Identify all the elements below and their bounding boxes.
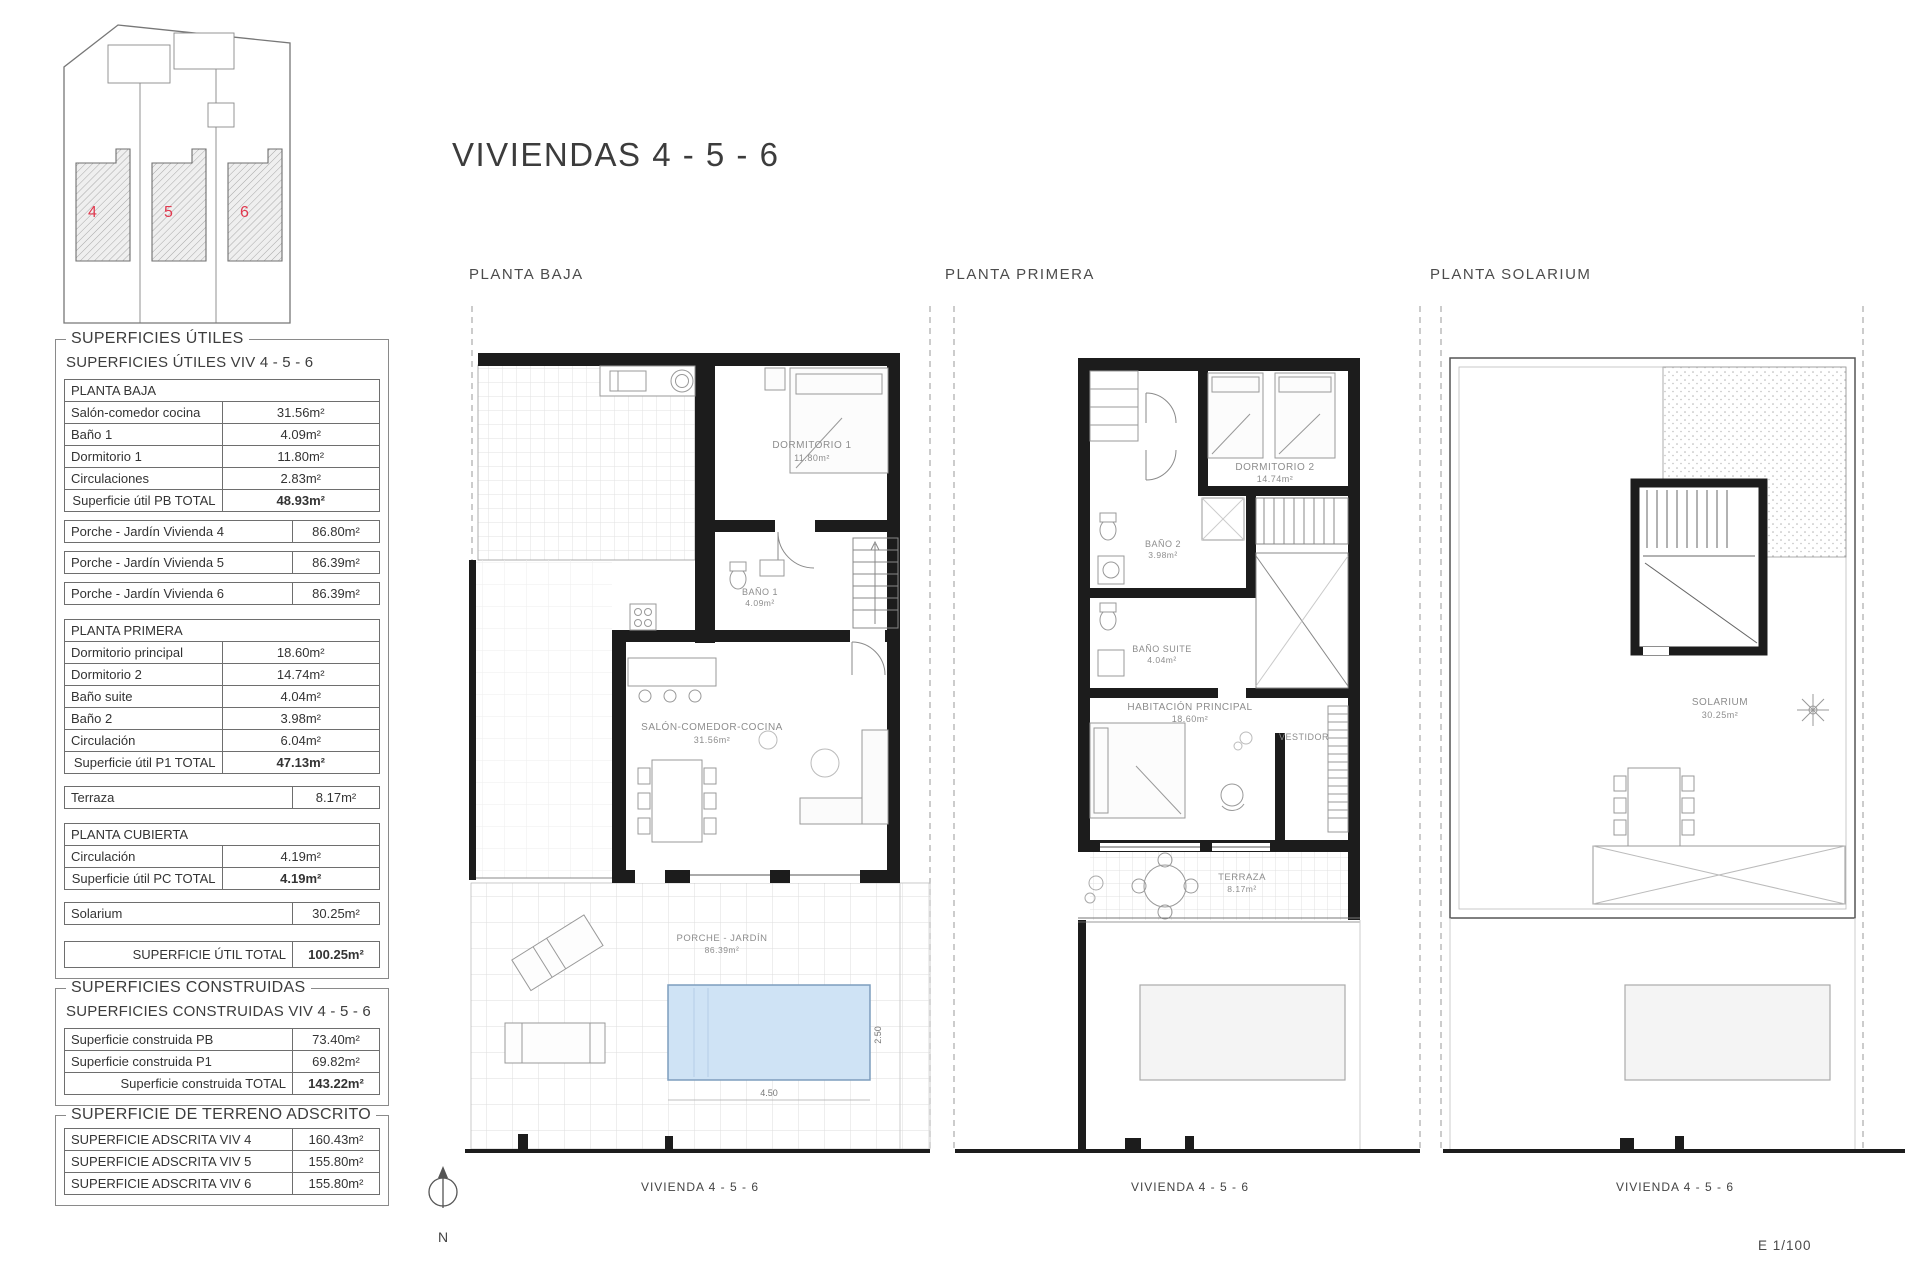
row-label: Porche - Jardín Vivienda 5 bbox=[65, 552, 293, 574]
row-value: 86.39m² bbox=[293, 552, 380, 574]
row-value: 14.74m² bbox=[222, 664, 380, 686]
table-row bbox=[65, 752, 380, 774]
row-value: 73.40m² bbox=[293, 1029, 380, 1051]
row-value: 3.98m² bbox=[222, 708, 380, 730]
table-row bbox=[65, 1051, 380, 1073]
room-label: PORCHE - JARDÍN bbox=[676, 933, 768, 944]
row-label: Circulaciones bbox=[65, 468, 223, 490]
row-value: 11.80m² bbox=[222, 446, 380, 468]
total-label: Superficie útil PB TOTAL bbox=[65, 490, 223, 512]
master-bed bbox=[1090, 723, 1252, 818]
stair-core bbox=[1635, 483, 1763, 655]
row-label: Baño 1 bbox=[65, 424, 223, 446]
section-superficies-utiles bbox=[55, 330, 389, 979]
room-area: 4.04m² bbox=[1147, 655, 1177, 665]
room-area: 14.74m² bbox=[1256, 474, 1294, 484]
total-label: Superficie construida TOTAL bbox=[65, 1073, 293, 1095]
floor-plan-planta-primera bbox=[950, 298, 1430, 1178]
scale-note: E 1/100 bbox=[1758, 1238, 1812, 1253]
row-label: Superficie construida P1 bbox=[65, 1051, 293, 1073]
closet bbox=[1090, 371, 1138, 441]
plan-footer-solarium: VIVIENDA 4 - 5 - 6 bbox=[1615, 1180, 1735, 1194]
row-value: 18.60m² bbox=[222, 642, 380, 664]
room-label: BAÑO SUITE bbox=[1132, 644, 1192, 654]
room-area: 31.56m² bbox=[693, 735, 731, 745]
row-label: Porche - Jardín Vivienda 4 bbox=[65, 521, 293, 543]
dining-table bbox=[638, 760, 716, 842]
row-label: SUPERFICIE ADSCRITA VIV 5 bbox=[65, 1151, 293, 1173]
total-label: Superficie útil P1 TOTAL bbox=[65, 752, 223, 774]
section-title: SUPERFICIES ÚTILES bbox=[71, 330, 244, 347]
patio-kitchen bbox=[600, 366, 695, 396]
group-header: PLANTA BAJA bbox=[65, 380, 380, 402]
table-row bbox=[65, 824, 380, 846]
section-subtitle: SUPERFICIES CONSTRUIDAS VIV 4 - 5 - 6 bbox=[66, 1003, 371, 1020]
bathroom-fixtures bbox=[730, 560, 784, 589]
room-label: HABITACIÓN PRINCIPAL bbox=[1127, 702, 1253, 713]
table-row bbox=[65, 642, 380, 664]
row-value: 4.19m² bbox=[222, 846, 380, 868]
row-value: 69.82m² bbox=[293, 1051, 380, 1073]
group-header: PLANTA PRIMERA bbox=[65, 620, 380, 642]
table-row bbox=[65, 664, 380, 686]
room-label: BAÑO 2 bbox=[1144, 539, 1182, 549]
row-label: Dormitorio 1 bbox=[65, 446, 223, 468]
unit-4-footprint bbox=[76, 149, 130, 261]
table-row bbox=[65, 846, 380, 868]
row-value: 4.09m² bbox=[222, 424, 380, 446]
porche-vivienda-6-table bbox=[64, 582, 380, 605]
total-value: 143.22m² bbox=[293, 1073, 380, 1095]
table-row bbox=[65, 708, 380, 730]
row-value: 8.17m² bbox=[293, 787, 380, 809]
group-header: PLANTA CUBIERTA bbox=[65, 824, 380, 846]
stairs bbox=[1256, 498, 1348, 688]
door-swings bbox=[778, 532, 885, 675]
sofa bbox=[759, 730, 888, 824]
row-value: 155.80m² bbox=[293, 1151, 380, 1173]
table-row bbox=[65, 686, 380, 708]
north-label: N bbox=[437, 1229, 449, 1245]
unit-footprints bbox=[76, 149, 282, 261]
table-row bbox=[65, 552, 380, 574]
room-area: 18.60m² bbox=[1171, 714, 1209, 724]
grand-total-value: 100.25m² bbox=[293, 942, 380, 968]
room-area: 30.25m² bbox=[1701, 710, 1739, 720]
porche-vivienda-4-table bbox=[64, 520, 380, 543]
table-row bbox=[65, 868, 380, 890]
ground-line bbox=[955, 1149, 1420, 1153]
row-value: 2.83m² bbox=[222, 468, 380, 490]
planta-primera-table bbox=[64, 619, 380, 774]
table-row bbox=[65, 787, 380, 809]
row-value: 4.04m² bbox=[222, 686, 380, 708]
planta-cubierta-table bbox=[64, 823, 380, 890]
row-value: 155.80m² bbox=[293, 1173, 380, 1195]
wardrobe bbox=[1328, 706, 1348, 832]
plan-title-solarium: PLANTA SOLARIUM bbox=[1430, 266, 1592, 283]
row-label: Porche - Jardín Vivienda 6 bbox=[65, 583, 293, 605]
row-label: SUPERFICIE ADSCRITA VIV 6 bbox=[65, 1173, 293, 1195]
table-row bbox=[65, 1029, 380, 1051]
table-row bbox=[65, 521, 380, 543]
row-label: Circulación bbox=[65, 730, 223, 752]
room-label: VESTIDOR bbox=[1278, 732, 1330, 742]
solarium-table bbox=[64, 902, 380, 925]
room-area: 11.80m² bbox=[794, 453, 830, 463]
north-arrowhead bbox=[438, 1166, 448, 1178]
unit-5-footprint bbox=[152, 149, 206, 261]
porche-vivienda-5-table bbox=[64, 551, 380, 574]
floor-plan-planta-solarium bbox=[1435, 298, 1915, 1178]
table-row bbox=[65, 1073, 380, 1095]
ground-line bbox=[465, 1149, 930, 1153]
solarium-table bbox=[1614, 768, 1694, 846]
section-title: SUPERFICIE DE TERRENO ADSCRITO bbox=[71, 1106, 372, 1123]
row-value: 86.39m² bbox=[293, 583, 380, 605]
table-row bbox=[65, 424, 380, 446]
bathroom-suite-fixtures bbox=[1098, 603, 1124, 676]
row-value: 31.56m² bbox=[222, 402, 380, 424]
plan-footer-baja: VIVIENDA 4 - 5 - 6 bbox=[640, 1180, 760, 1194]
pool-outline bbox=[1625, 985, 1830, 1080]
row-label: Solarium bbox=[65, 903, 293, 925]
plan-title-primera: PLANTA PRIMERA bbox=[945, 266, 1095, 283]
room-area: 8.17m² bbox=[1227, 884, 1257, 894]
table-row bbox=[65, 468, 380, 490]
row-label: SUPERFICIE ADSCRITA VIV 4 bbox=[65, 1129, 293, 1151]
pool-depth-dimension: 2.50 bbox=[873, 1026, 883, 1044]
row-value: 86.80m² bbox=[293, 521, 380, 543]
construidas-table bbox=[64, 1028, 380, 1095]
table-row bbox=[65, 620, 380, 642]
room-area: 4.09m² bbox=[745, 598, 775, 608]
room-area: 86.39m² bbox=[704, 945, 740, 955]
page-title: VIVIENDAS 4 - 5 - 6 bbox=[452, 136, 780, 173]
row-label: Baño suite bbox=[65, 686, 223, 708]
row-value: 30.25m² bbox=[293, 903, 380, 925]
unit-6-footprint bbox=[228, 149, 282, 261]
room-label: DORMITORIO 1 bbox=[772, 440, 852, 451]
door-swings bbox=[1146, 393, 1176, 480]
total-label: Superficie útil PC TOTAL bbox=[65, 868, 223, 890]
surface-tables-column bbox=[55, 330, 389, 1206]
row-label: Terraza bbox=[65, 787, 293, 809]
table-row bbox=[65, 402, 380, 424]
terraza-table bbox=[64, 786, 380, 809]
room-label: DORMITORIO 2 bbox=[1235, 462, 1315, 473]
room-label: SALÓN-COMEDOR-COCINA bbox=[641, 722, 783, 733]
plan-title-baja: PLANTA BAJA bbox=[469, 266, 584, 283]
twin-beds bbox=[1208, 373, 1335, 458]
site-plan bbox=[50, 15, 310, 330]
north-arrow bbox=[418, 1162, 468, 1252]
unit-5-number: 5 bbox=[164, 204, 173, 221]
facade-openings bbox=[1100, 843, 1270, 851]
planta-baja-table bbox=[64, 379, 380, 512]
util-total-table bbox=[64, 941, 380, 968]
row-label: Circulación bbox=[65, 846, 223, 868]
table-row bbox=[65, 583, 380, 605]
table-row bbox=[65, 942, 380, 968]
pool bbox=[668, 985, 870, 1080]
neighbor-structures bbox=[108, 33, 234, 127]
porch-floor bbox=[476, 560, 612, 878]
row-label: Dormitorio 2 bbox=[65, 664, 223, 686]
room-label: BAÑO 1 bbox=[741, 587, 779, 597]
total-value: 48.93m² bbox=[222, 490, 380, 512]
table-row bbox=[65, 1151, 380, 1173]
section-subtitle: SUPERFICIES ÚTILES VIV 4 - 5 - 6 bbox=[66, 354, 314, 371]
row-label: Superficie construida PB bbox=[65, 1029, 293, 1051]
pool-outline bbox=[1140, 985, 1345, 1080]
table-row bbox=[65, 903, 380, 925]
table-row bbox=[65, 446, 380, 468]
section-title: SUPERFICIES CONSTRUIDAS bbox=[71, 979, 306, 996]
table-row bbox=[65, 730, 380, 752]
table-row bbox=[65, 1173, 380, 1195]
unit-4-number: 4 bbox=[88, 204, 97, 221]
floor-plan-planta-baja bbox=[460, 298, 940, 1178]
table-row bbox=[65, 380, 380, 402]
total-value: 4.19m² bbox=[222, 868, 380, 890]
row-label: Baño 2 bbox=[65, 708, 223, 730]
row-value: 6.04m² bbox=[222, 730, 380, 752]
table-row bbox=[65, 1129, 380, 1151]
section-superficies-construidas bbox=[55, 979, 389, 1106]
pool-width-dimension: 4.50 bbox=[760, 1088, 778, 1098]
row-label: Dormitorio principal bbox=[65, 642, 223, 664]
room-area: 3.98m² bbox=[1148, 550, 1178, 560]
room-label: SOLARIUM bbox=[1691, 697, 1749, 708]
room-label: TERRAZA bbox=[1218, 872, 1266, 883]
terreno-table bbox=[64, 1128, 380, 1195]
grand-total-label: SUPERFICIE ÚTIL TOTAL bbox=[65, 942, 293, 968]
row-label: Salón-comedor cocina bbox=[65, 402, 223, 424]
plan-footer-primera: VIVIENDA 4 - 5 - 6 bbox=[1130, 1180, 1250, 1194]
ground-line bbox=[1443, 1149, 1905, 1153]
table-row bbox=[65, 490, 380, 512]
unit-6-number: 6 bbox=[240, 204, 249, 221]
row-value: 160.43m² bbox=[293, 1129, 380, 1151]
terrace-tiles bbox=[1090, 852, 1348, 920]
total-value: 47.13m² bbox=[222, 752, 380, 774]
section-terreno-adscrito bbox=[55, 1106, 389, 1206]
